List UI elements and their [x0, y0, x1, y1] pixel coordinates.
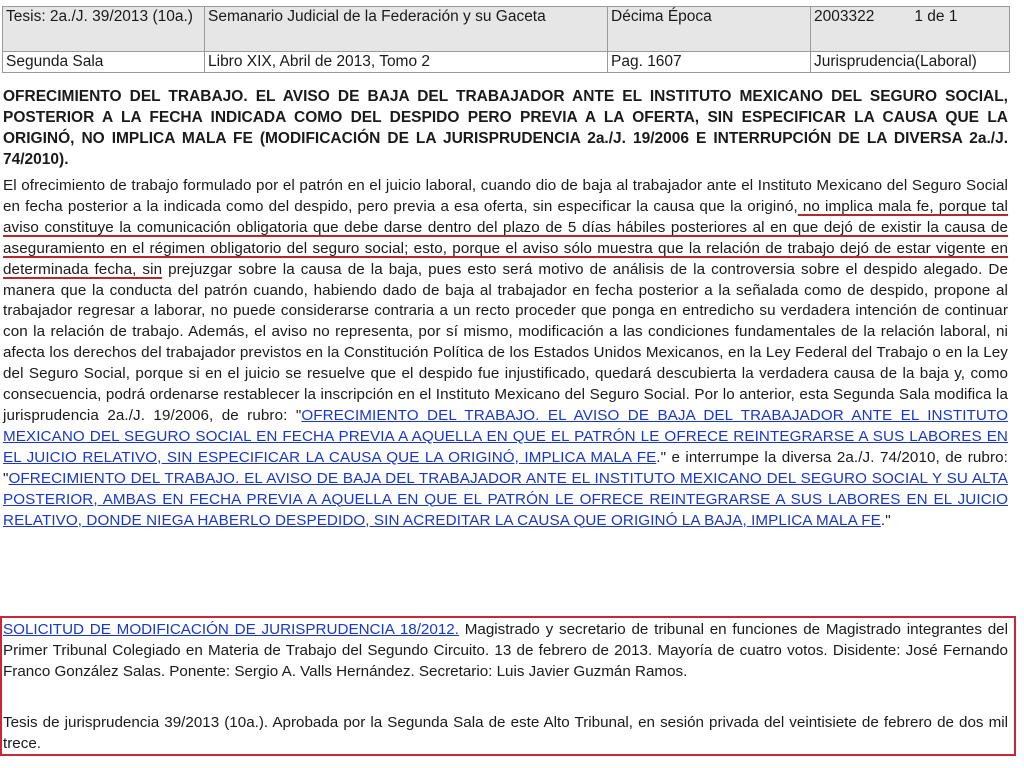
- page-number: Pag. 1607: [608, 52, 811, 73]
- body-end: .": [880, 511, 891, 529]
- metadata-row-1: [3, 7, 1010, 52]
- book-volume: Libro XIX, Abril de 2013, Tomo 2: [205, 52, 608, 73]
- thesis-body: [3, 176, 1008, 531]
- epoch: Décima Época: [608, 7, 811, 52]
- body-continuation: prejuzgar sobre la causa de la baja, pues esto será motivo de análisis de la controversia sobre el despido alegado. De manera que la conducta del patrón cuando, habiendo dado de baja al trabajador en fecha posterior a la señalada como de despido, propone al trabajador regresar a laborar, no puede considerarse contraria a un recto proceder que ponga en entredicho su verdadera intención de continuar con la relación de trabajo. Además, el aviso no representa, por sí mismo, modificación a las condiciones fundamentales de la relación laboral, ni afecta los derechos del trabajador previstos en la Constitución Política de los Estados Unidos Mexicanos, en la Ley Federal del Trabajo o en la Ley del Seguro Social, porque si en el juicio se resuelve que el despido fue injustificado, quedará descubierta la verdadera causa de la baja y, como consecuencia, podrá ordenarse restablecer la inscripción en el Instituto Mexicano del Seguro Social. Por lo anterior, esta Segunda Sala modifica la jurisprudencia 2a./J. 19/2006, de rubro: ": [3, 260, 1008, 424]
- body-intro: El ofrecimiento de trabajo formulado por el patrón en el juicio laboral, cuando dio de baja al trabajador ante el Instituto Mexicano del Seguro Social en fecha posterior a la indicada como del despido, pero previa a esa oferta, sin especificar la causa que la originó,: [3, 177, 1008, 215]
- thesis-type: Jurisprudencia(Laboral): [811, 52, 1010, 73]
- body-between: ." e interrumpe la diversa 2a./J. 74/2010, de rubro: ": [3, 448, 1008, 487]
- metadata-table: [2, 6, 1010, 73]
- link-jurisprudence-19-2006[interactable]: OFRECIMIENTO DEL TRABAJO. EL AVISO DE BAJA DEL TRABAJADOR ANTE EL INSTITUTO MEXICANO DEL SEGURO SOCIAL EN FECHA PREVIA A AQUELLA EN QUE EL PATRÓN LE OFRECE REINTEGRARSE A SUS LABORES EN EL JUICIO RELATIVO, SIN ESPECIFICAR LA CAUSA QUE LA ORIGINÓ, IMPLICA MALA FE: [3, 406, 1008, 466]
- precedent-link[interactable]: SOLICITUD DE MODIFICACIÓN DE JURISPRUDENCIA 18/2012.: [3, 621, 459, 638]
- registry-cell: [811, 7, 1010, 52]
- link-jurisprudence-74-2010[interactable]: OFRECIMIENTO DEL TRABAJO. EL AVISO DE BAJA DEL TRABAJADOR ANTE EL INSTITUTO MEXICANO DEL SEGURO SOCIAL Y SU ALTA POSTERIOR, AMBAS EN FECHA PREVIA A AQUELLA EN QUE EL PATRÓN LE OFRECE REINTEGRARSE A SUS LABORES EN EL JUICIO RELATIVO, DONDE NIEGA HABERLO DESPEDIDO, SIN ACREDITAR LA CAUSA QUE ORIGINÓ LA BAJA, IMPLICA MALA FE: [3, 469, 1008, 529]
- tesis-number: Tesis: 2a./J. 39/2013 (10a.): [3, 7, 205, 52]
- thesis-title: OFRECIMIENTO DEL TRABAJO. EL AVISO DE BAJA DEL TRABAJADOR ANTE EL INSTITUTO MEXICANO DEL SEGURO SOCIAL, POSTERIOR A LA FECHA INDICADA COMO DEL DESPIDO PERO PREVIA A LA OFERTA, SIN ESPECIFICAR LA CAUSA QUE LA ORIGINÓ, NO IMPLICA MALA FE (MODIFICACIÓN DE LA JURISPRUDENCIA 2a./J. 19/2006 E INTERRUPCIÓN DE LA DIVERSA 2a./J. 74/2010).: [3, 88, 1008, 168]
- approval-note: Tesis de jurisprudencia 39/2013 (10a.). Aprobada por la Segunda Sala de este Alto Tribunal, en sesión privada del veintisiete de febrero de dos mil trece.: [3, 714, 1008, 752]
- highlighted-passage: no implica mala fe, porque tal aviso constituye la comunicación obligatoria que debe darse dentro del plazo de 5 días hábiles posteriores al en que dejó de existir la causa de aseguramiento en el régimen obligatorio del seguro social; esto, porque el aviso sólo muestra que la relación de trabajo dejó de estar vigente en determinada fecha, sin: [3, 197, 1008, 278]
- page-count: 1 de 1: [914, 8, 958, 25]
- publication-source: Semanario Judicial de la Federación y su Gaceta: [205, 7, 608, 52]
- precedent-text: Magistrado y secretario de tribunal en funciones de Magistrado integrantes del Primer Tribunal Colegiado en Materia de Trabajo del Segundo Circuito. 13 de febrero de 2013. Mayoría de cuatro votos. Disidente: José Fernando Franco González Salas. Ponente: Sergio A. Valls Hernández. Secretario: Luis Javier Guzmán Ramos.: [3, 621, 1008, 680]
- precedent-paragraph: [3, 619, 1008, 682]
- chamber: Segunda Sala: [3, 52, 205, 73]
- metadata-row-2: [3, 52, 1010, 73]
- registry-number: 2003322: [814, 8, 875, 25]
